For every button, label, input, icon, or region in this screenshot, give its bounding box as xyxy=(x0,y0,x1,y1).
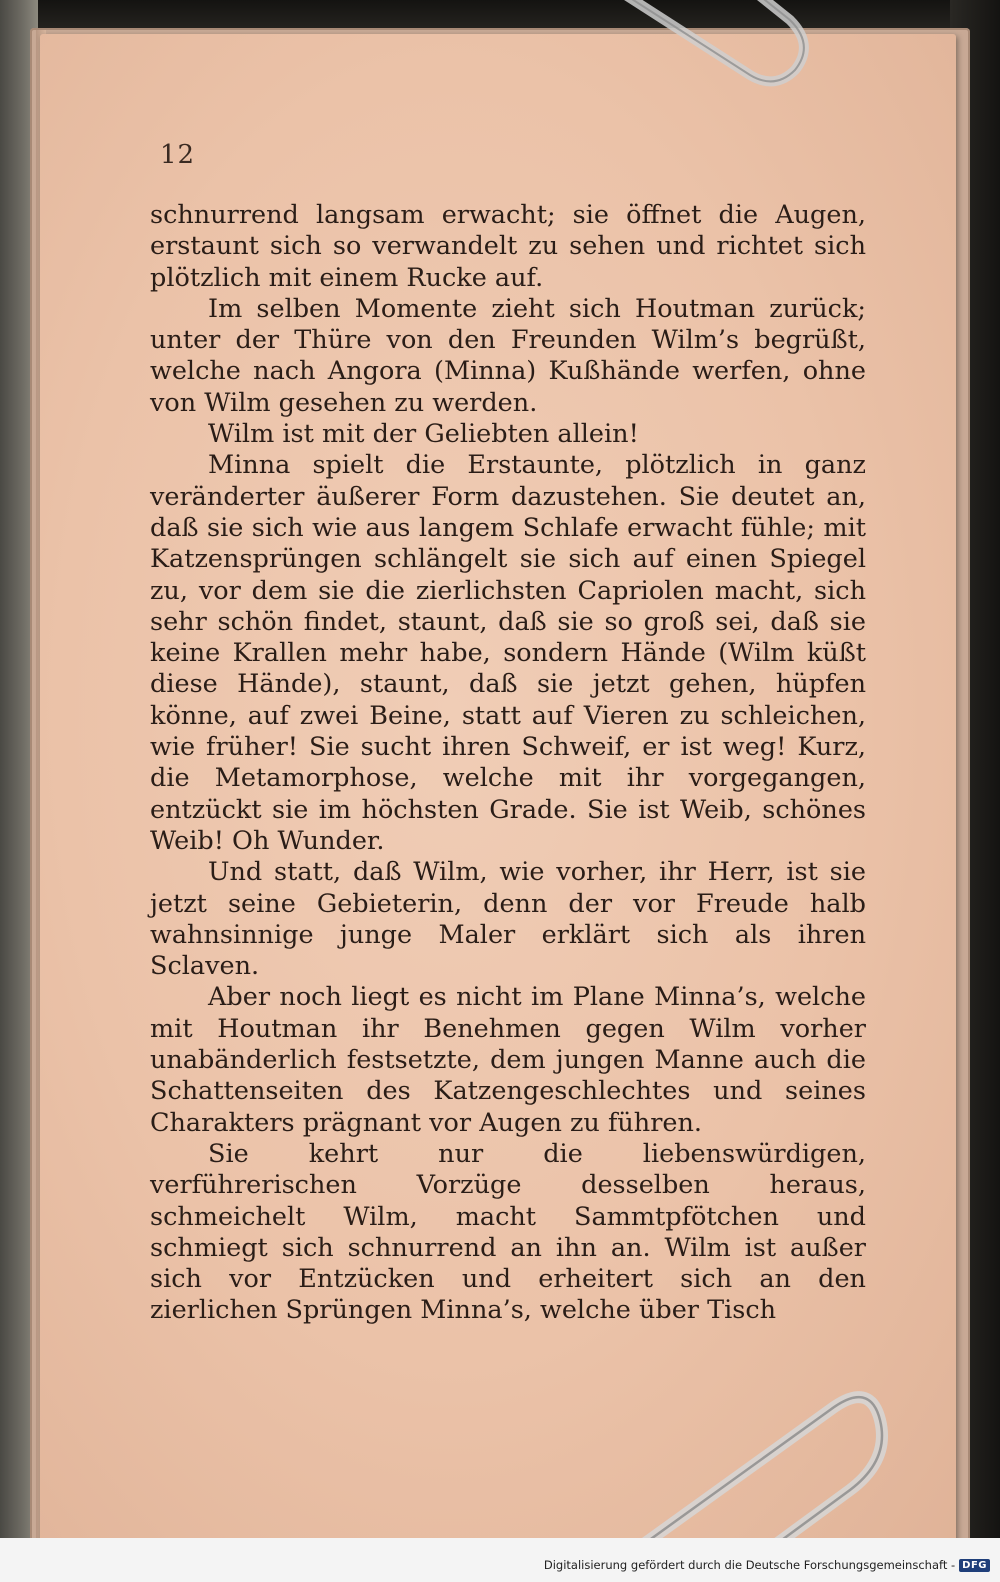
paragraph: schnurrend langsam erwacht; sie öffnet die Augen, erstaunt sich so verwandelt zu sehen und richtet sich plötzlich mit einem Rucke auf. xyxy=(150,200,866,293)
paragraph: Und statt, daß Wilm, wie vorher, ihr Herr, ist sie jetzt seine Gebieterin, denn der vor Freude halb wahnsinnige junge Maler erklärt sich als ihren Sclaven. xyxy=(150,857,866,982)
dfg-logo-icon: DFG xyxy=(959,1559,990,1572)
paragraph: Minna spielt die Erstaunte, plötzlich in ganz veränderter äußerer Form dazustehen. Sie deutet an, daß sie sich wie aus langem Schlafe erwacht fühle; mit Katzensprüngen schlängelt sie sich auf einen Spiegel zu, vor dem sie die zierlichsten Capriolen macht, sich sehr schön findet, staunt, daß sie so groß sei, daß sie keine Krallen mehr habe, sondern Hände (Wilm küßt diese Hände), staunt, daß sie jetzt gehen, hüpfen könne, auf zwei Beine, statt auf Vieren zu schleichen, wie früher! Sie sucht ihren Schweif, er ist weg! Kurz, die Metamorphose, welche mit ihr vorgegangen, entzückt sie im höchsten Grade. Sie ist Weib, schönes Weib! Oh Wunder. xyxy=(150,450,866,856)
paper-clip-top-icon xyxy=(600,0,820,100)
paragraph: Im selben Momente zieht sich Houtman zurück; unter der Thüre von den Freunden Wilm’s begrüßt, welche nach Angora (Minna) Kußhände werfen, ohne von Wilm gesehen zu werden. xyxy=(150,293,866,418)
page-text xyxy=(150,200,866,1327)
page-number: 12 xyxy=(160,140,196,170)
credit-text: Digitalisierung gefördert durch die Deutsche Forschungsgemeinschaft - xyxy=(543,1558,956,1572)
paragraph: Aber noch liegt es nicht im Plane Minna’s, welche mit Houtman ihr Benehmen gegen Wilm vorher unabänderlich festsetzte, dem jungen Manne auch die Schattenseiten des Katzengeschlechtes und seines Charakters prägnant vor Augen zu führen. xyxy=(150,982,866,1138)
paragraph: Wilm ist mit der Geliebten allein! xyxy=(208,419,639,450)
digitization-credit xyxy=(544,1558,990,1572)
paragraph: Sie kehrt nur die liebenswürdigen, verführerischen Vorzüge desselben heraus, schmeichelt Wilm, macht Sammtpfötchen und schmiegt sich schnurrend an ihn an. Wilm ist außer sich vor Entzücken und erheitert sich an den zierlichen Sprüngen Minna’s, welche über Tisch xyxy=(150,1138,866,1326)
